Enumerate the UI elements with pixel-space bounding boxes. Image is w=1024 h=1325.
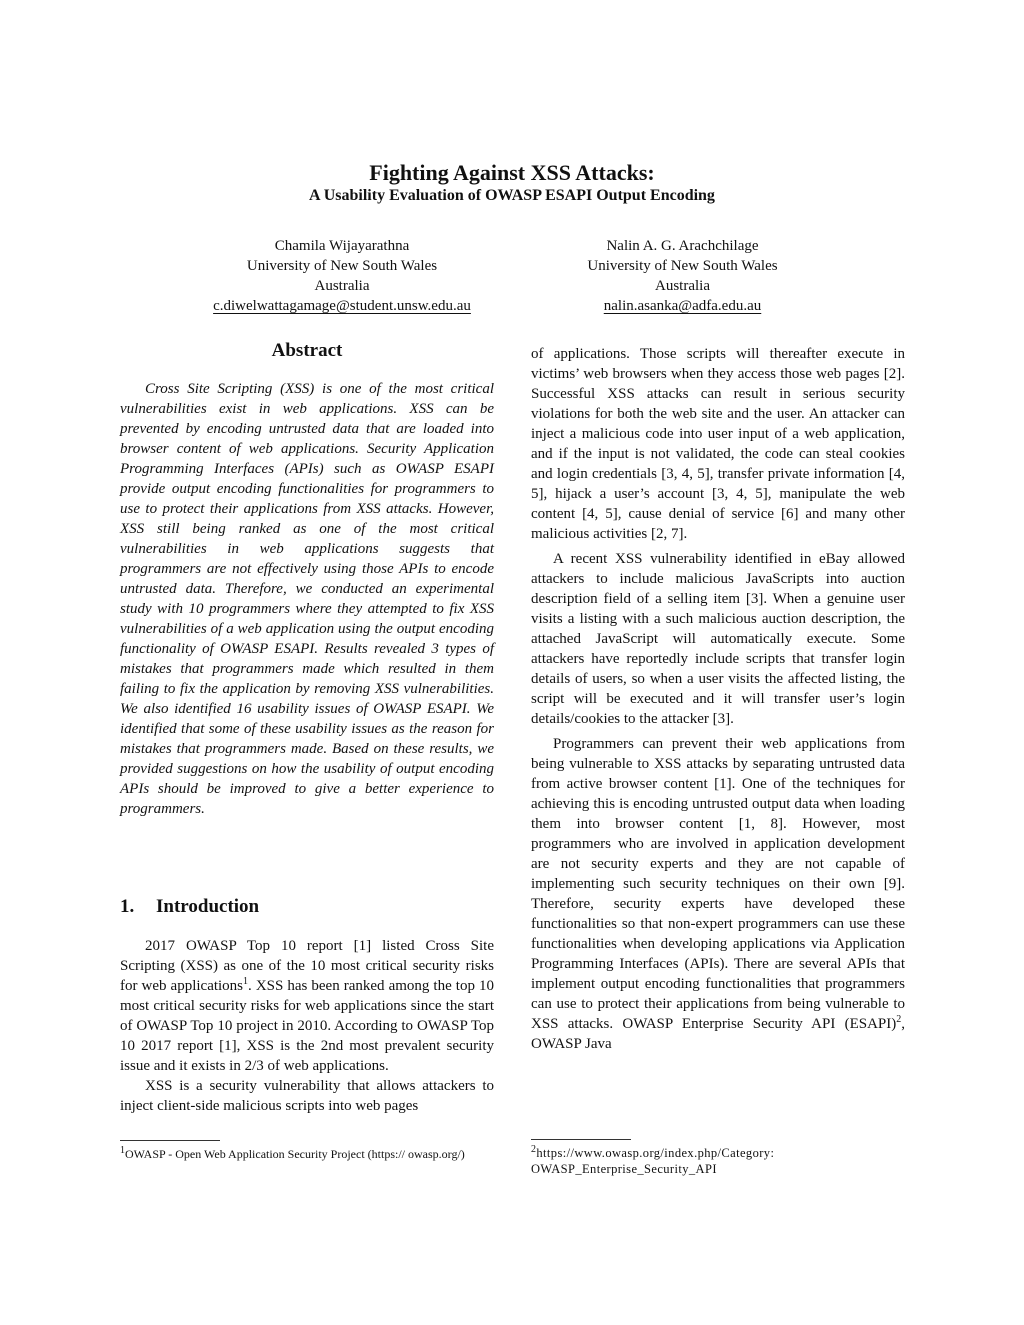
footnote-ref-1[interactable]: 1: [243, 976, 249, 987]
author-block-1: [197, 236, 487, 316]
paper-subtitle: A Usability Evaluation of OWASP ESAPI Output Encoding: [309, 187, 715, 204]
author-affiliation: University of New South Wales: [246, 258, 438, 274]
section-title: Introduction: [156, 896, 260, 917]
footnote-text[interactable]: OWASP - Open Web Application Security Project (https:// owasp.org/): [125, 1147, 465, 1161]
introduction-body: [120, 936, 494, 1116]
footnote-ref-2[interactable]: 2: [896, 1014, 902, 1025]
body-text: Programmers can prevent their web applications from being vulnerable to XSS attacks by separating untrusted data from active browser content [1]. One of the techniques for achieving this is encoding untrusted output data when loading them into browser content [1, 8]. However, most programmers who are involved in application development are not security experts and they are not capable of implementing such security techniques on their own [9]. Therefore, security experts have developed these functionalities so that non-expert programmers can use these functionalities when developing applications via Application Programming Interfaces (APIs). There are several APIs that implement output encoding functionalities that programmers can use to protect their applications from being vulnerable to XSS attacks. OWASP Enterprise Security API (ESAPI): [531, 736, 905, 1032]
footnote-divider: [531, 1139, 631, 1140]
author-country: Australia: [655, 278, 710, 294]
body-text: , OWASP Java: [531, 1016, 905, 1052]
footnote-1: [120, 1146, 494, 1162]
body-paragraph-1: of applications. Those scripts will thereafter execute in victims’ web browsers when they access those web pages [2]. Successful XSS attacks can result in serious security violations for both the web site and the user. An attacker can inject a malicious code into user input of a web application, and if the input is not validated, the code can steal cookies and login credentials [3, 4, 5], transfer private information [4, 5], hijack a user’s account [3, 4, 5], manipulate the web content [4, 5], cause denial of service [6] and many other malicious activities [2, 7].: [531, 346, 905, 542]
right-column-body: [531, 344, 905, 1059]
body-paragraph-2: A recent XSS vulnerability identified in eBay allowed attackers to include malicious JavaScripts into auction description field of a selling item [3]. When a genuine user visits a listing with a such malicious auction description, the attached JavaScript will automatically execute. Some attackers have reportedly include scripts that transfer login details of users, so when a user visits the affected listing, the script will be executed and it will transfer user’s login details/cookies to the attacker [3].: [531, 551, 905, 727]
intro-paragraph-2: XSS is a security vulnerability that allows attackers to inject client-side malicious scripts into web pages: [120, 1078, 494, 1114]
section-heading-introduction: [120, 896, 494, 918]
footnote-2: [531, 1145, 905, 1177]
footnote-mark: 2: [531, 1143, 537, 1155]
intro-text: . XSS has been ranked among the top 10 most critical security risks for web applications since the start of OWASP Top 10 project in 2010. According to OWASP Top 10 2017 report [1], XSS is the 2nd most prevalent security issue and it exists in 2/3 of web applications.: [120, 978, 494, 1074]
abstract-text: [120, 379, 494, 819]
author-name: Chamila Wijayarathna: [274, 238, 410, 254]
author-block-2: [545, 236, 820, 316]
paper-title: Fighting Against XSS Attacks:: [369, 160, 655, 185]
intro-text: 2017 OWASP Top 10 report [1] listed Cross Site Scripting (XSS) as one of the 10 most critical security risks for web applications: [120, 938, 494, 994]
author-name: Nalin A. G. Arachchilage: [606, 238, 759, 254]
abstract-heading: Abstract: [271, 340, 343, 361]
footnote-text[interactable]: https://www.owasp.org/index.php/Category: OWASP_Enterprise_Security_API: [531, 1146, 775, 1176]
footnote-mark: 1: [120, 1145, 125, 1156]
body-paragraph-3: [531, 734, 905, 1054]
section-number: 1.: [120, 896, 135, 917]
author-email[interactable]: nalin.asanka@adfa.edu.au: [603, 298, 762, 314]
author-email[interactable]: c.diwelwattagamage@student.unsw.edu.au: [213, 298, 471, 314]
footnote-divider: [120, 1140, 220, 1141]
intro-paragraph-1: [120, 936, 494, 1076]
author-affiliation: University of New South Wales: [587, 258, 778, 274]
abstract-paragraph: Cross Site Scripting (XSS) is one of the most critical vulnerabilities exist in web applications. XSS can be prevented by encoding untrusted data that are loaded into browser content of web applications. Security Application Programming Interfaces (APIs) such as OWASP ESAPI provide output encoding functionalities for programmers to use to protect their applications from XSS attacks. However, XSS still being ranked as one of the most critical vulnerabilities in web applications suggests that programmers are not effectively using those APIs to encode untrusted data. Therefore, we conducted an experimental study with 10 programmers where they attempted to fix XSS vulnerabilities of a web application using the output encoding functionality of OWASP ESAPI. Results revealed 3 types of mistakes that programmers made which resulted in them failing to fix the application by removing XSS vulnerabilities. We also identified 16 usability issues of OWASP ESAPI. We identified that some of these usability issues as the reason for mistakes that programmers made. Based on these results, we provided suggestions on how the usability of output encoding APIs should be improved to give a better experience to programmers.: [120, 381, 494, 817]
author-country: Australia: [314, 278, 370, 294]
